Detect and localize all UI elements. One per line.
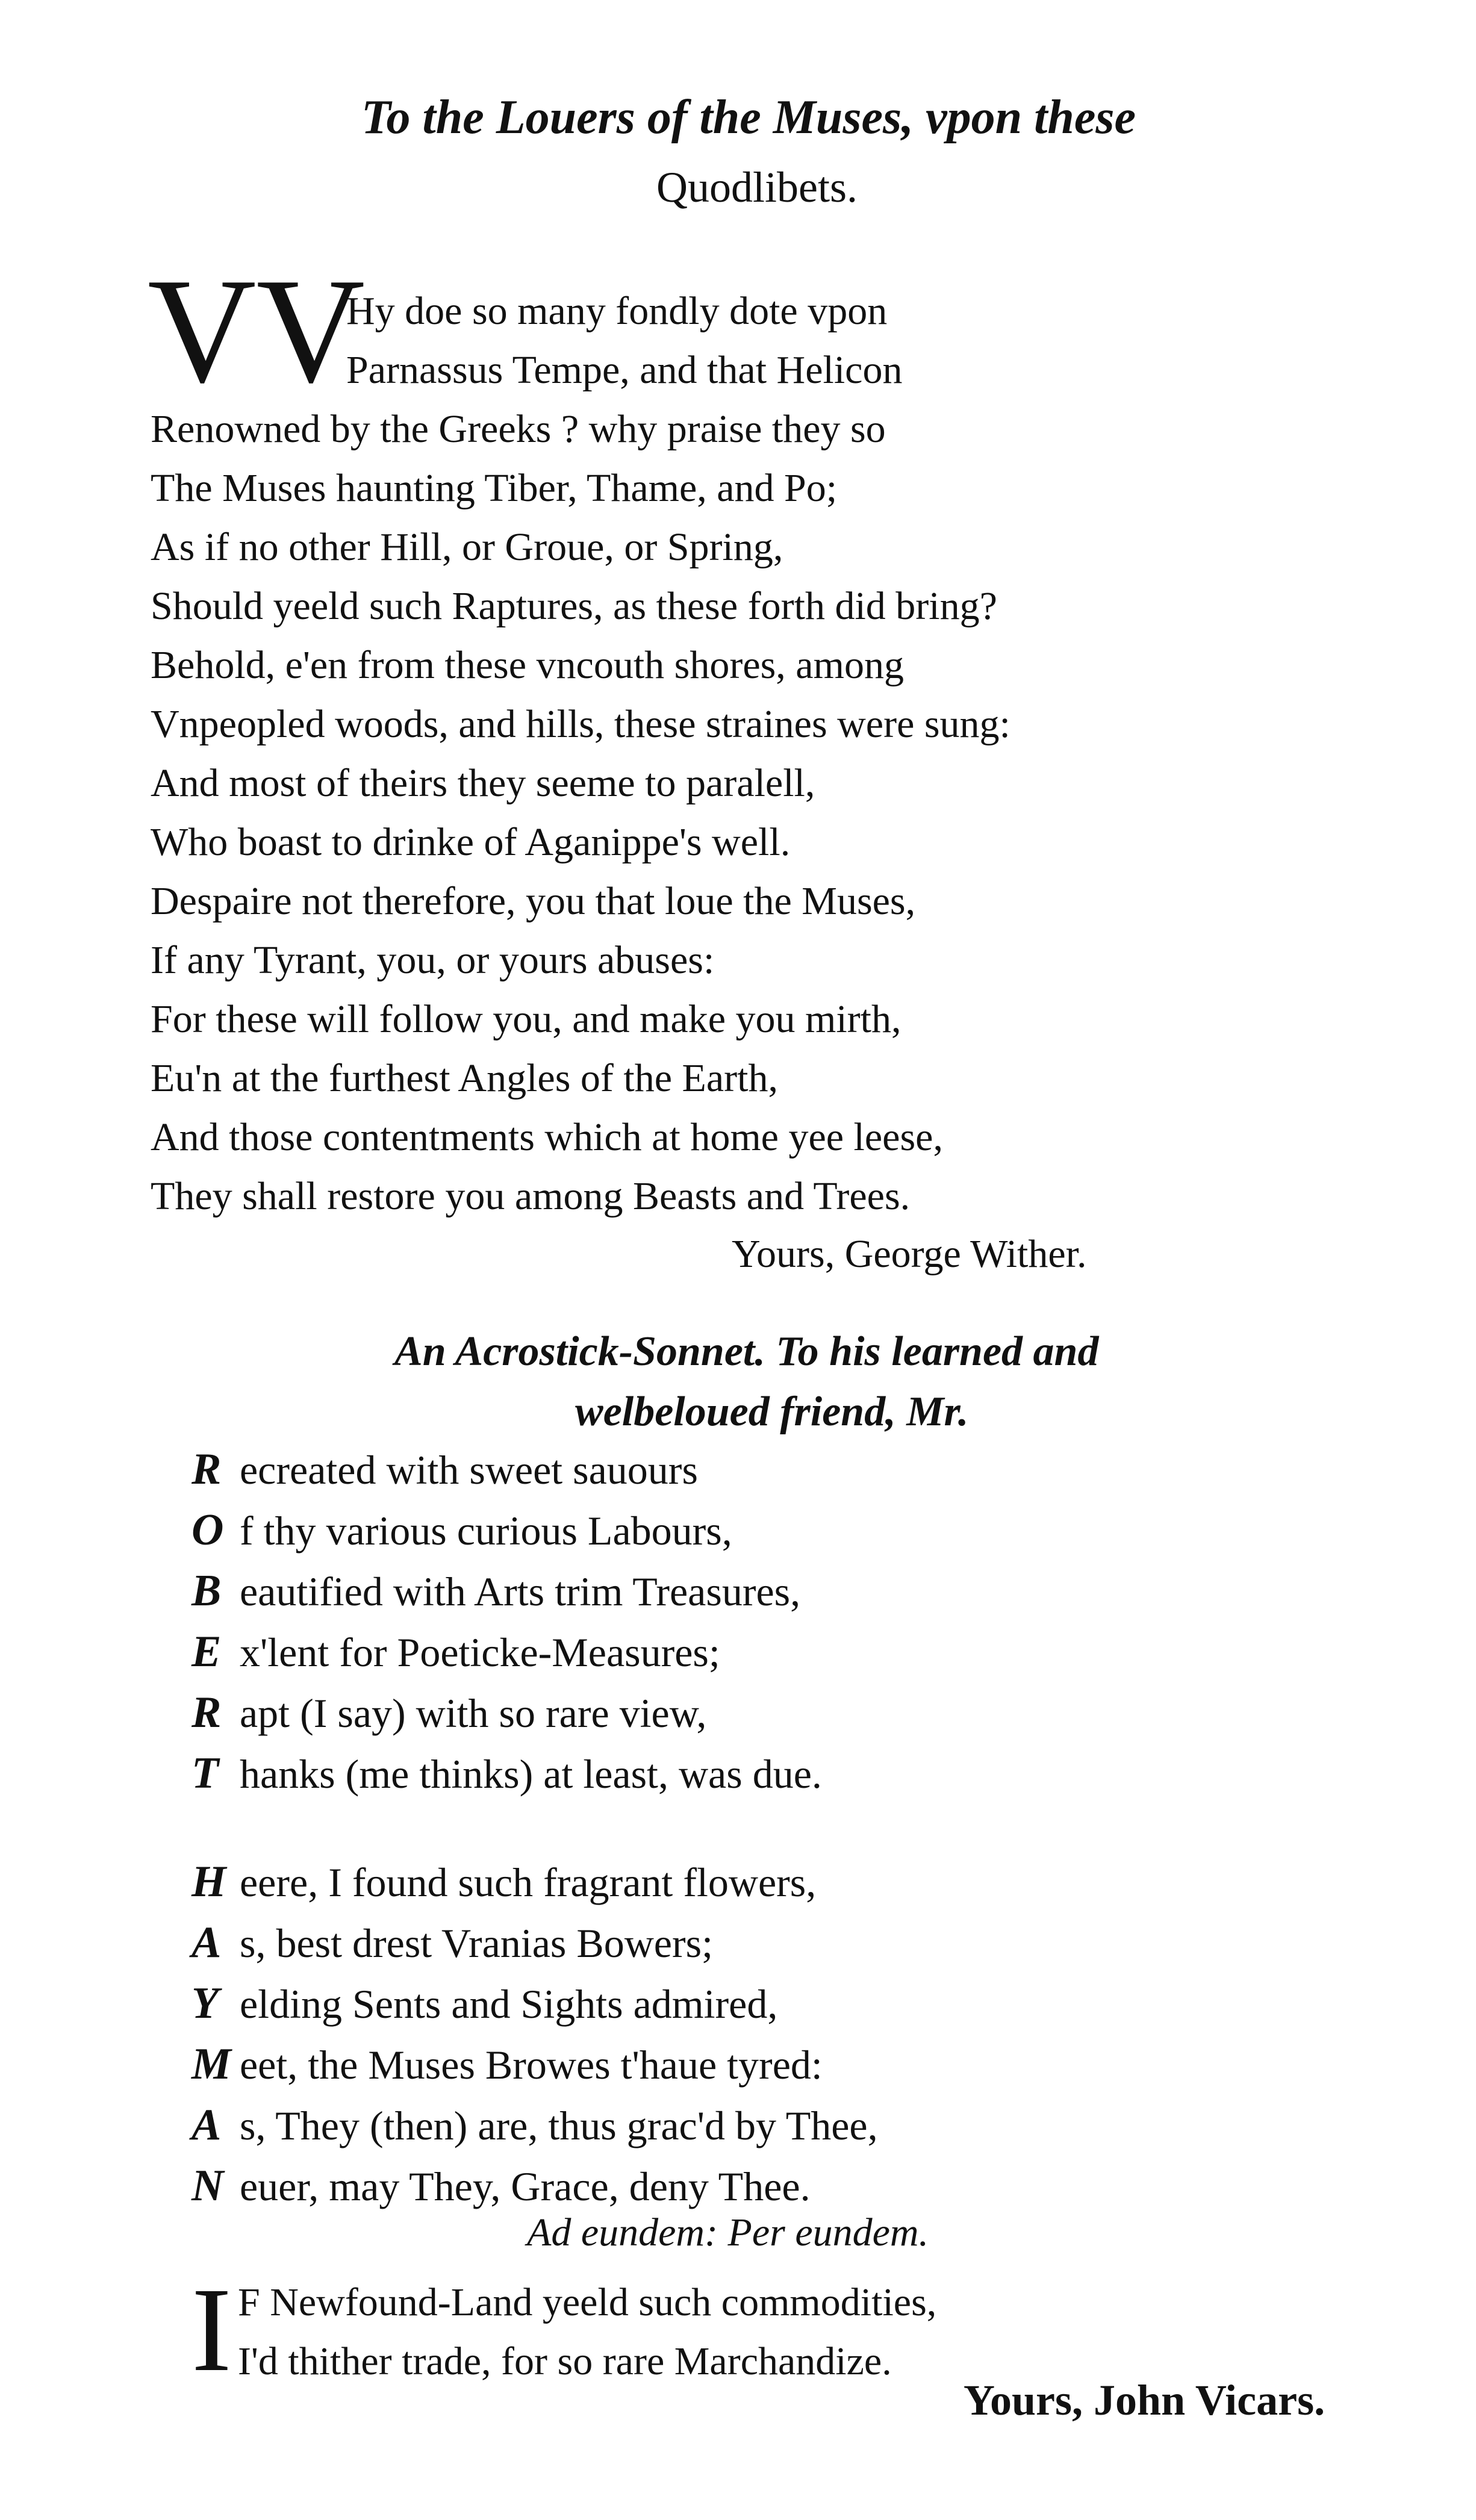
epigram-line: I'd thither trade, for so rare Marchandize. (238, 2339, 892, 2383)
acrostic-stanza-1 (192, 1439, 822, 1804)
epigram-signature: Yours, John Vicars. (964, 2376, 1325, 2424)
acrostic-text: euer, may They, Grace, deny Thee. (240, 2164, 811, 2209)
poem-line: For these will follow you, and make you mirth, (151, 997, 901, 1041)
acrostic-capital: E (192, 1627, 222, 1676)
acrostic-text: elding Sents and Sights admired, (240, 1981, 778, 2027)
poem-line: Who boast to drinke of Aganippe's well. (151, 820, 791, 864)
acrostic-text: eautified with Arts trim Treasures, (240, 1569, 801, 1614)
acrostic-text: eet, the Muses Browes t'haue tyred: (240, 2042, 823, 2088)
acrostic-text: s, best drest Vranias Bowers; (240, 1920, 713, 1966)
poem-line: Should yeeld such Raptures, as these forth did bring? (151, 584, 997, 628)
acrostic-line (192, 1500, 822, 1561)
acrostic-text: s, They (then) are, thus grac'd by Thee, (240, 2103, 878, 2148)
acrostic-capital: N (192, 2161, 224, 2210)
acrostic-capital: R (192, 1445, 222, 1494)
acrostic-line (192, 2034, 878, 2095)
acrostic-capital: A (192, 1918, 222, 1967)
poem-line: Parnassus Tempe, and that Helicon (346, 348, 903, 392)
poem-line: Eu'n at the furthest Angles of the Earth, (151, 1056, 778, 1100)
acrostic-capital: M (192, 2039, 231, 2089)
epigram-line: F Newfound-Land yeeld such commodities, (238, 2280, 937, 2324)
poem-line: Hy doe so many fondly dote vpon (346, 289, 888, 333)
acrostic-text: hanks (me thinks) at least, was due. (240, 1751, 822, 1797)
acrostic-line (192, 1973, 878, 2034)
acrostic-line (192, 1912, 878, 1973)
epigram-body (238, 2273, 936, 2391)
poem-line: If any Tyrant, you, or yours abuses: (151, 938, 715, 982)
epigram-drop-cap: I (192, 2263, 232, 2397)
poem-body (151, 282, 1010, 1226)
poem-line: Despaire not therefore, you that loue the Muses, (151, 879, 916, 923)
acrostic-text: f thy various curious Labours, (240, 1508, 732, 1554)
drop-cap: VV (148, 247, 366, 414)
acrostic-stanza-2 (192, 1852, 878, 2217)
poem-title-line-2: Quodlibets. (656, 163, 858, 211)
poem-line: Behold, e'en from these vncouth shores, among (151, 643, 904, 687)
acrostic-line (192, 1561, 822, 1622)
acrostic-title-line-2: welbeloued friend, Mr. (575, 1389, 969, 1435)
acrostic-line (192, 2156, 878, 2217)
poem-line: As if no other Hill, or Groue, or Spring, (151, 525, 783, 569)
epigram-heading: Ad eundem: Per eundem. (527, 2210, 929, 2254)
acrostic-line (192, 1439, 822, 1500)
acrostic-text: ecreated with sweet sauours (240, 1447, 698, 1493)
acrostic-line (192, 2095, 878, 2156)
poem-signature: Yours, George Wither. (732, 1232, 1087, 1276)
acrostic-text: apt (I say) with so rare view, (240, 1690, 707, 1736)
acrostic-capital: R (192, 1688, 222, 1737)
acrostic-capital: T (192, 1749, 219, 1798)
poem-line: They shall restore you among Beasts and Trees. (151, 1174, 911, 1218)
acrostic-text: eere, I found such fragrant flowers, (240, 1859, 817, 1905)
acrostic-line (192, 1622, 822, 1682)
acrostic-capital: B (192, 1566, 222, 1616)
acrostic-capital: H (192, 1857, 226, 1906)
acrostic-text: x'lent for Poeticke-Measures; (240, 1629, 720, 1675)
poem-line: Vnpeopled woods, and hills, these straines were sung: (151, 702, 1010, 746)
poem-line: Renowned by the Greeks ? why praise they so (151, 407, 886, 451)
acrostic-line (192, 1743, 822, 1804)
acrostic-capital: A (192, 2100, 222, 2150)
poem-title-line-1: To the Louers of the Muses, vpon these (361, 91, 1136, 144)
poem-line: The Muses haunting Tiber, Thame, and Po; (151, 466, 838, 510)
acrostic-capital: Y (192, 1979, 219, 2028)
acrostic-line (192, 1682, 822, 1743)
acrostic-line (192, 1852, 878, 1912)
acrostic-capital: O (192, 1505, 224, 1555)
poem-line: And most of theirs they seeme to paralell, (151, 761, 815, 805)
poem-line: And those contentments which at home yee leese, (151, 1115, 943, 1159)
acrostic-title-line-1: An Acrostick-Sonnet. To his learned and (394, 1328, 1099, 1375)
